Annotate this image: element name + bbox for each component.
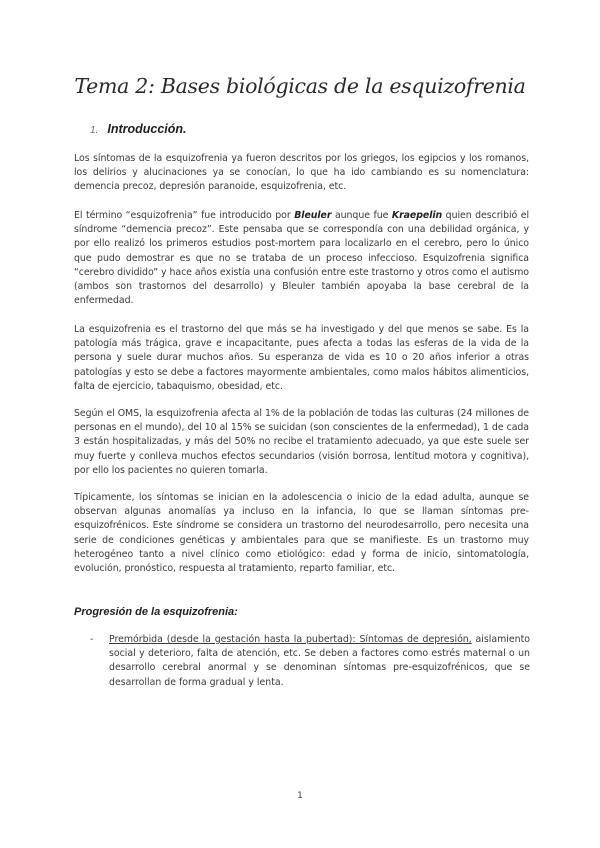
paragraph-onset: Típicamente, los síntomas se inician en la adolescencia o inicio de la edad adulta, aunque se observan algunas anomalías ya incluso en la infancia, lo que se llaman síntomas pre-esquizofrénicos. Este síndrome se considera un trastorno del neurodesarrollo, pero necesita una serie de condiciones genéticas y ambientales para que se manifieste. Es un trastorno muy heterogéneo tanto a nivel clínico como etiológico: edad y forma de inicio, sintomatología, evolución, pronóstico, respuesta al tratamiento, reparto familiar, etc.	[74, 492, 529, 575]
paragraph-term-text-b: aunque fue	[331, 210, 392, 221]
section-title: Introducción.	[107, 122, 187, 136]
bullet-dash: -	[90, 634, 94, 645]
section-heading	[90, 122, 187, 136]
list-item	[90, 633, 530, 690]
section-number: 1.	[90, 125, 99, 136]
paragraph-term-text-a: El término “esquizofrenia” fue introducido por	[74, 210, 295, 221]
paragraph-term-text-c: quien describió el síndrome “demencia precoz”. Este pensaba que se correspondía con una debilidad orgánica, y por ello realizó los primeros estudios post-mortem para localizarlo en el cerebro, pero lo único que pudo demostrar es que no se trataba de un proceso infeccioso. Esquizofrenia significa “cerebro dividido” y hace años existía una confusión entre este trastorno y otros como el autismo (ambos son trastornos del desarrollo) y Bleuler también apoyaba la base cerebral de la enfermedad.	[74, 210, 530, 307]
paragraph-research: La esquizofrenia es el trastorno del que más se ha investigado y del que menos se sabe. Es la patología más trágica, grave e incapacitante, pues afecta a todas las esferas de la vida de la persona y suele durar muchos años. Su esperanza de vida es 10 o 20 años inferior a otras patologías y esto se debe a factores mayormente ambientales, como malos hábitos alimenticios, falta de ejercicio, tabaquismo, obesidad, etc.	[74, 324, 529, 392]
bullet-text	[109, 633, 530, 690]
paragraph-oms: Según el OMS, la esquizofrenia afecta al 1% de la población de todas las culturas (24 millones de personas en el mundo), del 10 al 15% se suicidan (son conscientes de la enfermedad), 1 de cada 3 están hospitalizadas, y más del 50% no recibe el tratamiento adecuado, ya que este suele ser muy fuerte y conlleva muchos efectos secundarios (visión borrosa, lentitud motora y cognitiva), por ello los pacientes no quieren tomarla.	[74, 408, 529, 476]
paragraph-intro: Los síntomas de la esquizofrenia ya fueron descritos por los griegos, los egipcios y los romanos, los delirios y alucinaciones ya se conocían, lo que ha ido cambiando es su nomenclatura: demencia precoz, depresión paranoide, esquizofrenia, etc.	[74, 153, 529, 193]
bullet-rest-text: aislamiento social y deterioro, falta de atención, etc. Se deben a factores como estrés maternal o un desarrollo cerebral anormal y se denominan síntomas pre-esquizofrénicos, que se desarrollan de forma gradual y lenta.	[109, 634, 531, 688]
page-number: 1	[297, 791, 303, 801]
progression-heading: Progresión de la esquizofrenia:	[74, 606, 238, 618]
page-title: Tema 2: Bases biológicas de la esquizofrenia	[74, 74, 526, 98]
name-bleuler: Bleuler	[294, 210, 332, 221]
name-kraepelin: Kraepelin	[391, 210, 443, 221]
bullet-underlined-text: Premórbida (desde la gestación hasta la pubertad): Síntomas de depresión,	[109, 634, 472, 645]
paragraph-term	[74, 209, 529, 308]
